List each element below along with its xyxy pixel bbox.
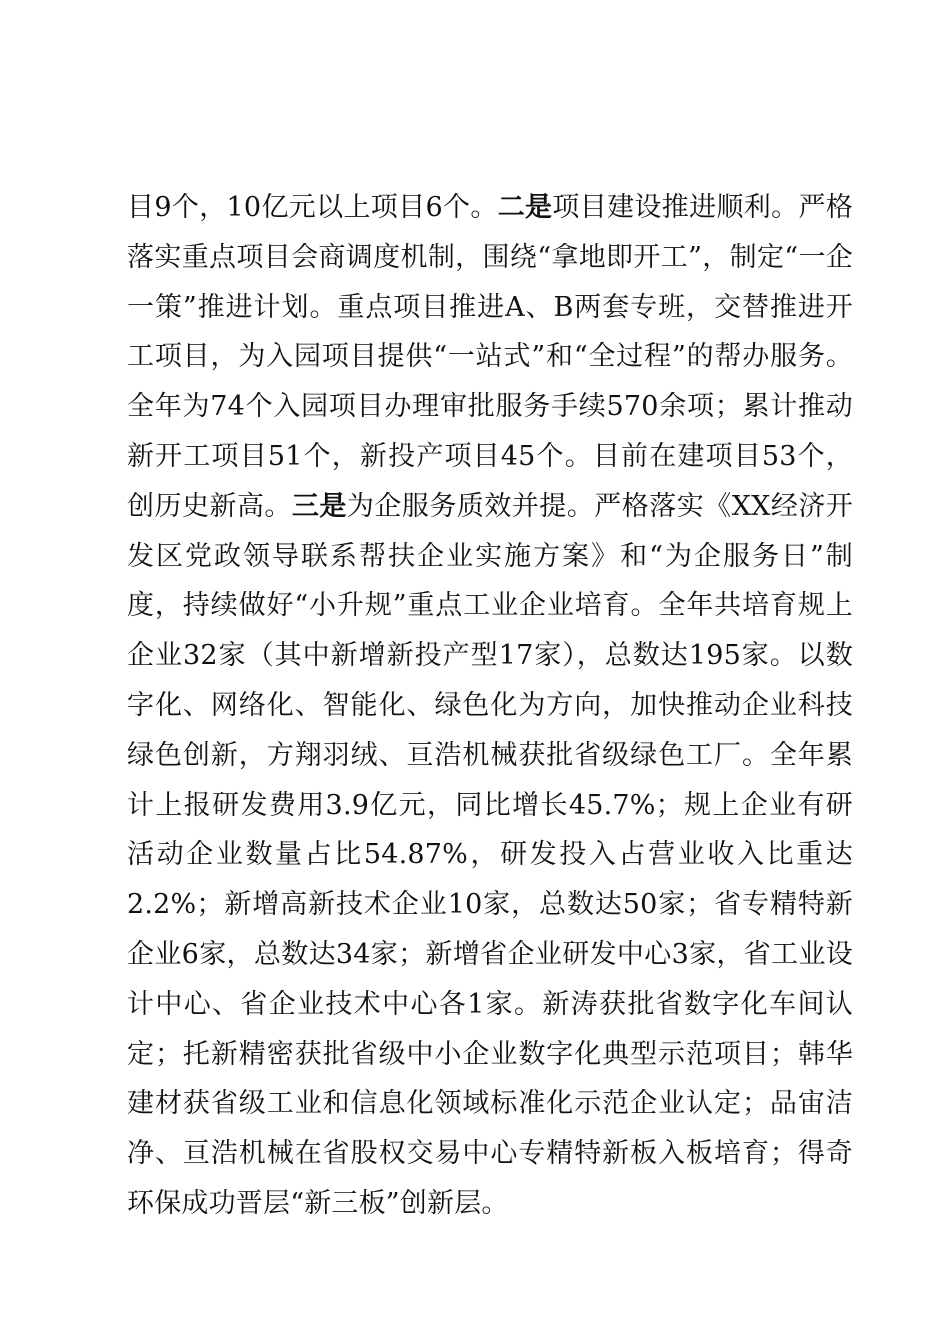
bold-lead-phrase: 二是 <box>497 192 553 223</box>
paragraph-text-segment: 为企服务质效并提。严格落实《XX经济开发区党政领导联系帮扶企业实施方案》和“为企服务日”制度，持续做好“小升规”重点工业企业培育。全年共培育规上企业32家（其中新增新投产型17家），总数达195家。以数字化、网络化、智能化、绿色化为方向，加快推动企业科技绿色创新，方翔羽绒、亘浩机械获批省级绿色工厂。全年累计上报研发费用3.9亿元，同比增长45.7%；规上企业有研活动企业数量占比54.87%，研发投入占营业收入比重达2.2%；新增高新技术企业10家，总数达50家；省专精特新企业6家，总数达34家；新增省企业研发中心3家，省工业设计中心、省企业技术中心各1家。新涛获批省数字化车间认定；托新精密获批省级中小企业数字化典型示范项目；韩华建材获省级工业和信息化领域标准化示范企业认定；品宙洁净、亘浩机械在省股权交易中心专精特新板入板培育；得奇环保成功晋层“新三板”创新层。 <box>127 490 854 1219</box>
paragraph-text-segment: 目9个，10亿元以上项目6个。 <box>127 192 498 223</box>
body-paragraph <box>127 183 853 1229</box>
bold-lead-phrase: 三是 <box>291 490 347 522</box>
paragraph-text-segment: 项目建设推进顺利。严格落实重点项目会商调度机制，围绕“拿地即开工”，制定“一企一策”推进计划。重点项目推进A、B两套专班，交替推进开工项目，为入园项目提供“一站式”和“全过程”的帮办服务。全年为74个入园项目办理审批服务手续570余项；累计推动新开工项目51个，新投产项目45个。目前在建项目53个，创历史新高。 <box>127 192 854 522</box>
